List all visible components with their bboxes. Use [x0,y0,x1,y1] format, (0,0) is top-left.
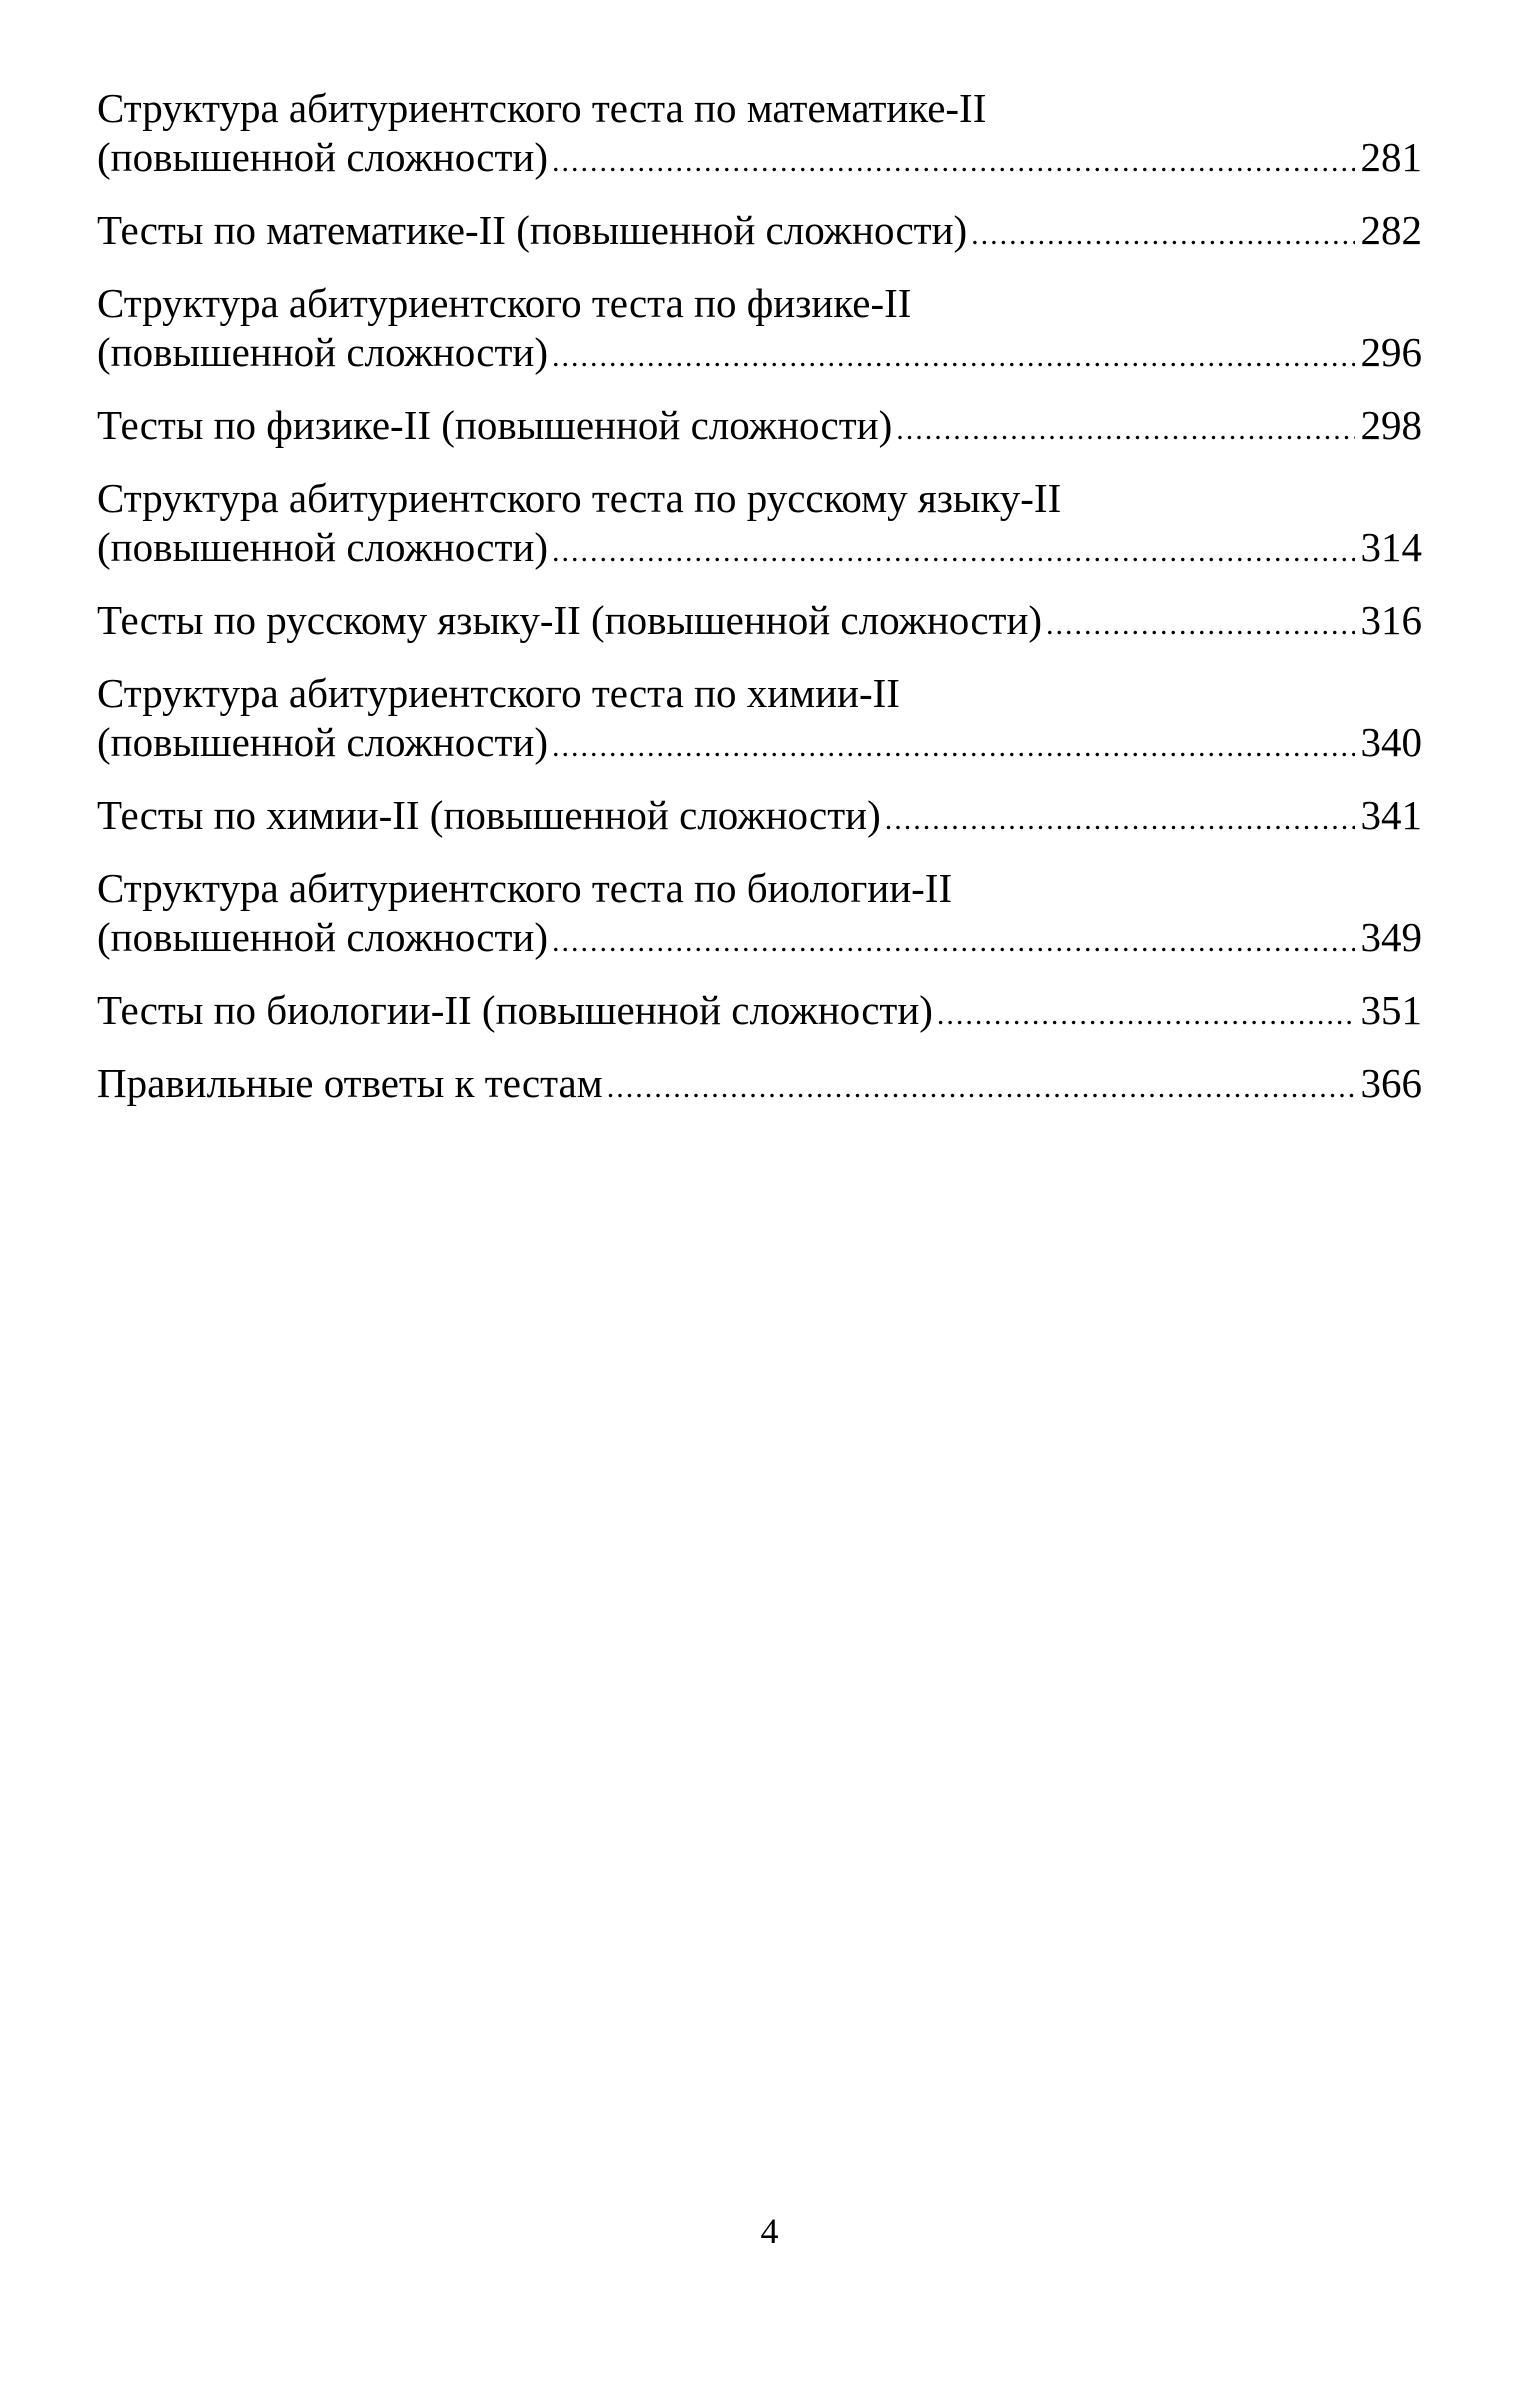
toc-entry-page: 314 [1360,524,1422,570]
toc-entry-title: Структура абитуриентского теста по русскому языку-II [97,475,1062,521]
toc-entry [97,1059,1422,1112]
dot-leader [552,133,1355,186]
toc-entry [97,791,1422,844]
toc-entry [97,401,1422,454]
toc-entry-title: Структура абитуриентского теста по математике-II [97,85,987,131]
toc-entry-line [97,718,1422,771]
toc-entry-title-end: (повышенной сложности) [97,524,548,570]
toc-entry-title: Тесты по русскому языку-II (повышенной сложности) [97,597,1043,643]
dot-leader [552,328,1355,381]
toc-entry-line [97,401,1422,454]
toc-entry [97,596,1422,649]
toc-entry-line [97,133,1422,186]
table-of-contents [97,84,1422,1132]
toc-entry [97,864,1422,966]
toc-entry-title-end: (повышенной сложности) [97,329,548,375]
dot-leader [971,206,1354,259]
toc-entry-title: Структура абитуриентского теста по физике-II [97,280,912,326]
toc-entry [97,986,1422,1039]
dot-leader [552,523,1355,576]
toc-entry-page: 341 [1360,792,1422,838]
toc-entry-page: 351 [1360,987,1422,1033]
toc-entry-page: 296 [1360,329,1422,375]
toc-entry-title: Тесты по физике-II (повышенной сложности) [97,402,893,448]
toc-entry [97,206,1422,259]
toc-entry-page: 349 [1360,914,1422,960]
toc-entry [97,474,1422,576]
toc-entry [97,279,1422,381]
toc-entry-line [97,791,1422,844]
toc-entry-line [97,596,1422,649]
toc-entry-title-end: (повышенной сложности) [97,134,548,180]
toc-entry-title: Тесты по химии-II (повышенной сложности) [97,792,881,838]
toc-entry [97,84,1422,186]
dot-leader [552,718,1355,771]
toc-entry-line [97,523,1422,576]
toc-entry-title-end: (повышенной сложности) [97,719,548,765]
dot-leader [1046,596,1354,649]
toc-entry-line [97,206,1422,259]
toc-entry-title: Тесты по биологии-II (повышенной сложности) [97,987,933,1033]
dot-leader [552,913,1355,966]
toc-entry-title: Структура абитуриентского теста по химии-II [97,670,900,716]
toc-entry-page: 282 [1360,207,1422,253]
toc-entry [97,669,1422,771]
toc-entry-line [97,328,1422,381]
toc-entry-title-end: (повышенной сложности) [97,914,548,960]
toc-entry-title: Структура абитуриентского теста по биологии-II [97,865,953,911]
toc-entry-page: 281 [1360,134,1422,180]
dot-leader [607,1059,1355,1112]
toc-entry-line [97,913,1422,966]
toc-entry-title: Тесты по математике-II (повышенной сложности) [97,207,968,253]
toc-entry-page: 340 [1360,719,1422,765]
dot-leader [937,986,1355,1039]
dot-leader [896,401,1354,454]
toc-entry-line [97,1059,1422,1112]
toc-entry-page: 316 [1360,597,1422,643]
toc-entry-page: 366 [1360,1060,1422,1106]
toc-entry-line [97,986,1422,1039]
toc-entry-page: 298 [1360,402,1422,448]
page-number: 4 [760,2211,779,2251]
toc-entry-title: Правильные ответы к тестам [97,1060,603,1106]
dot-leader [885,791,1355,844]
